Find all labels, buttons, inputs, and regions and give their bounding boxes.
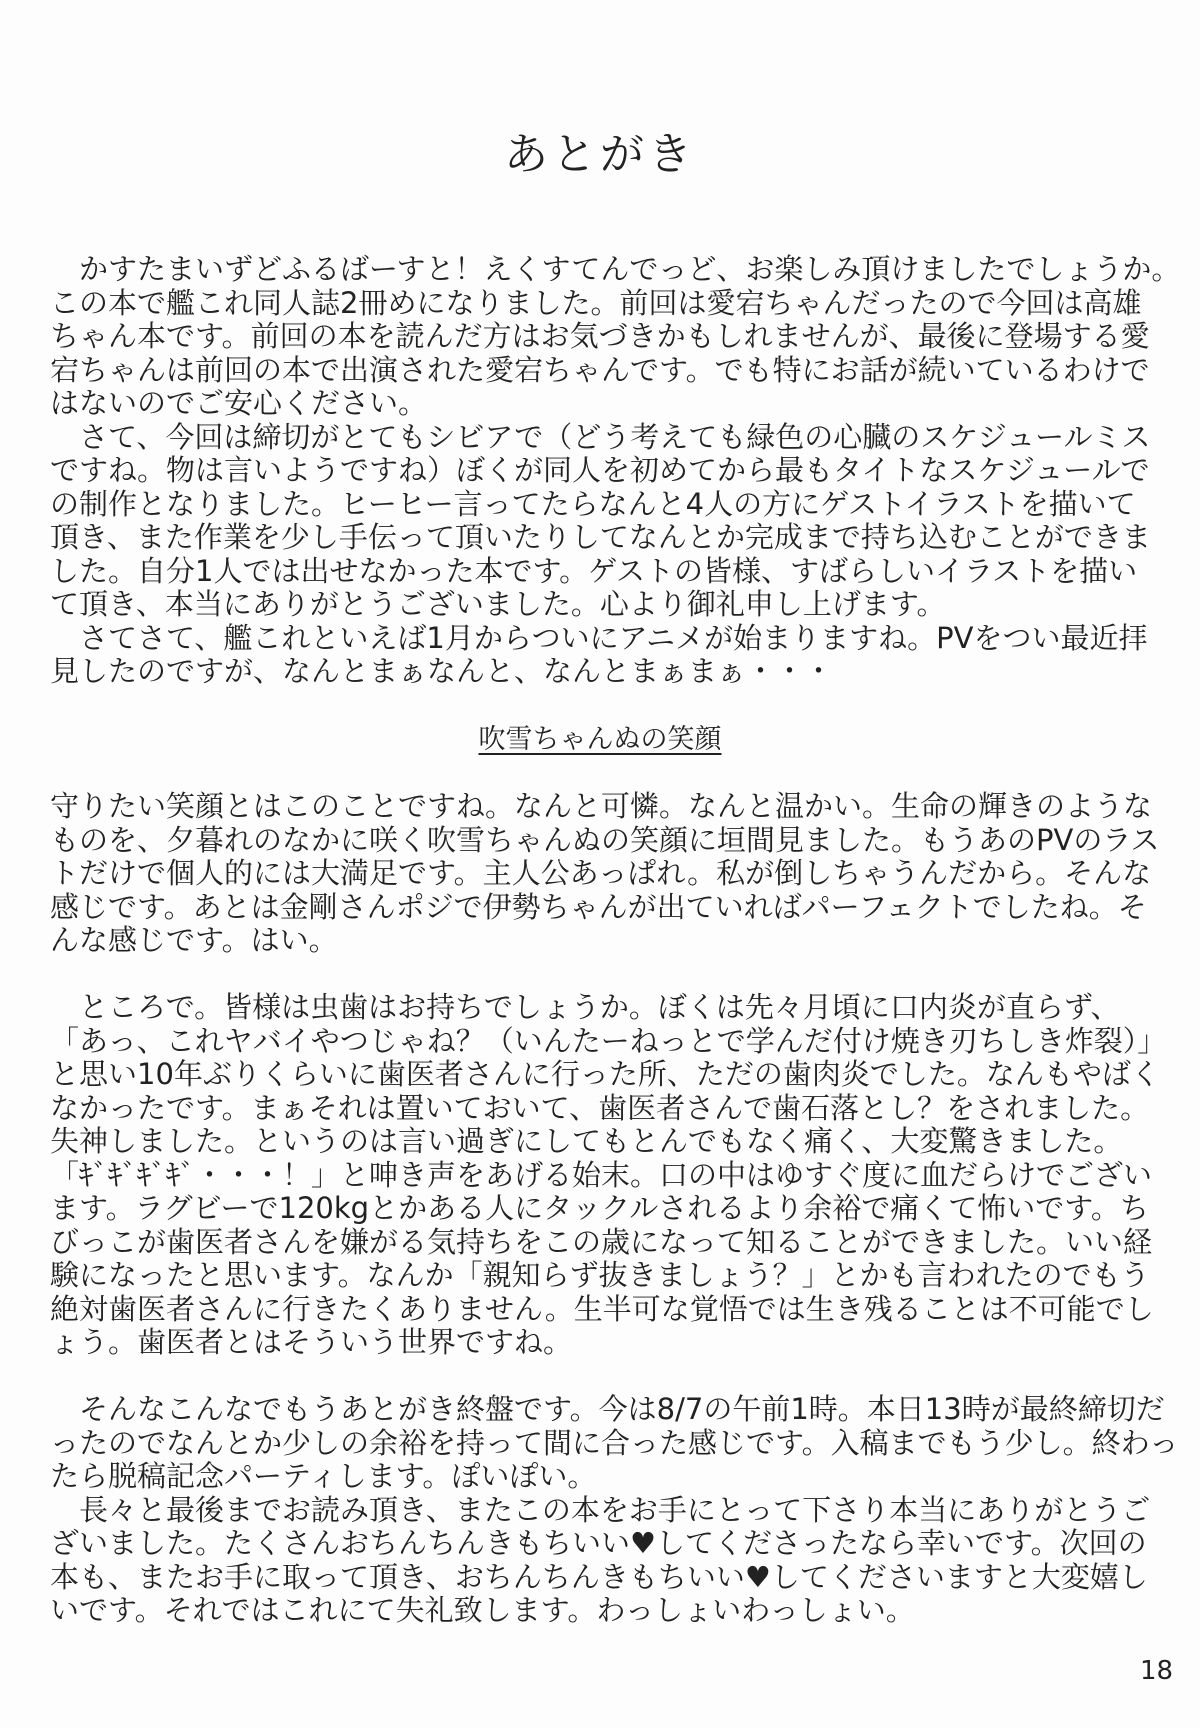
text-line: ざいました。たくさんおちんちんきもちいい♥してくださったなら幸いです。次回の xyxy=(50,1526,1147,1560)
text-line: した。自分1人では出せなかった本です。ゲストの皆様、すばらしいイラストを描い xyxy=(50,553,1138,588)
text-line: の制作となりました。ヒーヒー言ってたらなんと4人の方にゲストイラストを描いて xyxy=(50,486,1136,521)
text-line: 感じです。あとは金剛さんポジで伊勢ちゃんが出ていればパーフェクトでしたね。そ xyxy=(50,889,1147,924)
text-line: 頂き、また作業を少し手伝って頂いたりしてなんとか完成まで持ち込むことができま xyxy=(50,520,1151,554)
text-line: なかったです。まぁそれは置いておいて、歯医者さんで歯石落とし？をされました。 xyxy=(50,1090,1150,1125)
text-line: 本も、またお手に取って頂き、おちんちんきもちいい♥してくださいますと大変嬉し xyxy=(50,1559,1148,1594)
paragraph-block-smile xyxy=(50,790,1160,958)
text-line: ます。ラグビーで120kgとかある人にタックルされるより余裕で痛くて怖いです。ち xyxy=(50,1191,1149,1225)
text-line: ですね。物は言いようですね）ぼくが同人を初めてから最もタイトなスケジュールで xyxy=(50,453,1150,487)
text-line: 長々と最後までお読み頂き、またこの本をお手にとって下さり本当にありがとうご xyxy=(50,1492,1151,1527)
text-line: ったのでなんとか少しの余裕を持って間に合った感じです。入稿までもう少し。終わっ xyxy=(50,1425,1179,1460)
text-line: かすたまいずどふるばーすと！えくすてんでっど、お楽しみ頂けましたでしょうか。 xyxy=(50,252,1181,286)
text-line: さてさて、艦これといえば1月からついにアニメが始まりますね。PVをつい最近拝 xyxy=(50,620,1148,655)
text-line: この本で艦これ同人誌2冊めになりました。前回は愛宕ちゃんだったので今回は高雄 xyxy=(50,285,1142,320)
text-line: て頂き、本当にありがとうございました。心より御礼申し上げます。 xyxy=(50,587,946,621)
text-line: トだけで個人的には大満足です。主人公あっぱれ。私が倒しちゃうんだから。そんな xyxy=(50,856,1152,890)
text-line: 絶対歯医者さんに行きたくありません。生半可な覚悟では生き残ることは不可能でし xyxy=(50,1291,1154,1326)
text-line: ちゃん本です。前回の本を読んだ方はお気づきかもしれませんが、最後に登場する愛 xyxy=(50,319,1150,353)
text-line: 宕ちゃんは前回の本で出演された愛宕ちゃんです。でも特にお話が続いているわけで xyxy=(50,352,1150,387)
text-line: 「あっ、これヤバイやつじゃね？（いんたーねっとで学んだ付け焼き刃ちしき炸裂）」 xyxy=(50,1023,1167,1058)
text-line: ょう。歯医者とはそういう世界ですね。 xyxy=(50,1325,573,1359)
text-line: 「ｷﾞｷﾞｷﾞｷﾞ・・・！」と呻き声をあげる始末。口の中はゆすぐ度に血だらけでござい xyxy=(50,1157,1153,1192)
text-line: たら脱稿記念パーティします。ぽいぽい。 xyxy=(50,1459,597,1493)
text-line: はないのでご安心ください。 xyxy=(50,386,428,420)
section-heading xyxy=(0,722,1200,758)
text-line: 験になったと思います。なんか「親知らず抜きましょう？」とかも言われたのでもう xyxy=(50,1258,1150,1292)
text-line: んな感じです。はい。 xyxy=(50,923,338,957)
text-line: 失神しました。というのは言い過ぎにしてもとんでもなく痛く、大変驚きました。 xyxy=(50,1124,1123,1158)
text-line: 見したのですが、なんとまぁなんと、なんとまぁまぁ・・・ xyxy=(50,654,834,688)
text-line: そんなこんなでもうあとがき終盤です。今は8/7の午前1時。本日13時が最終締切だ xyxy=(50,1392,1165,1426)
text-line: ところで。皆様は虫歯はお持ちでしょうか。ぼくは先々月頃に口内炎が直らず、 xyxy=(50,990,1120,1024)
text-line: 守りたい笑顔とはこのことですね。なんと可憐。なんと温かい。生命の輝きのような xyxy=(50,789,1153,823)
paragraph-block-closing xyxy=(50,1392,1179,1628)
page-number: 18 xyxy=(1140,1656,1174,1686)
text-line: と思い10年ぶりくらいに歯医者さんに行った所、ただの歯肉炎でした。なんもやばく xyxy=(50,1057,1160,1091)
section-heading-text: 吹雪ちゃんぬの笑顔 xyxy=(478,724,722,755)
text-line: ものを、夕暮れのなかに咲く吹雪ちゃんぬの笑顔に垣間見ました。もうあのPVのラス xyxy=(50,822,1160,857)
paragraph-block-intro xyxy=(50,252,1181,689)
text-line: いです。それではこれにて失礼致します。わっしょいわっしょい。 xyxy=(50,1593,915,1627)
text-line: さて、今回は締切がとてもシビアで（どう考えても緑色の心臓のスケジュールミス xyxy=(50,419,1151,454)
page-title: あとがき xyxy=(504,129,696,180)
paragraph-block-dentist xyxy=(50,990,1167,1360)
text-line: びっこが歯医者さんを嫌がる気持ちをこの歳になって知ることができました。いい経 xyxy=(50,1224,1153,1259)
